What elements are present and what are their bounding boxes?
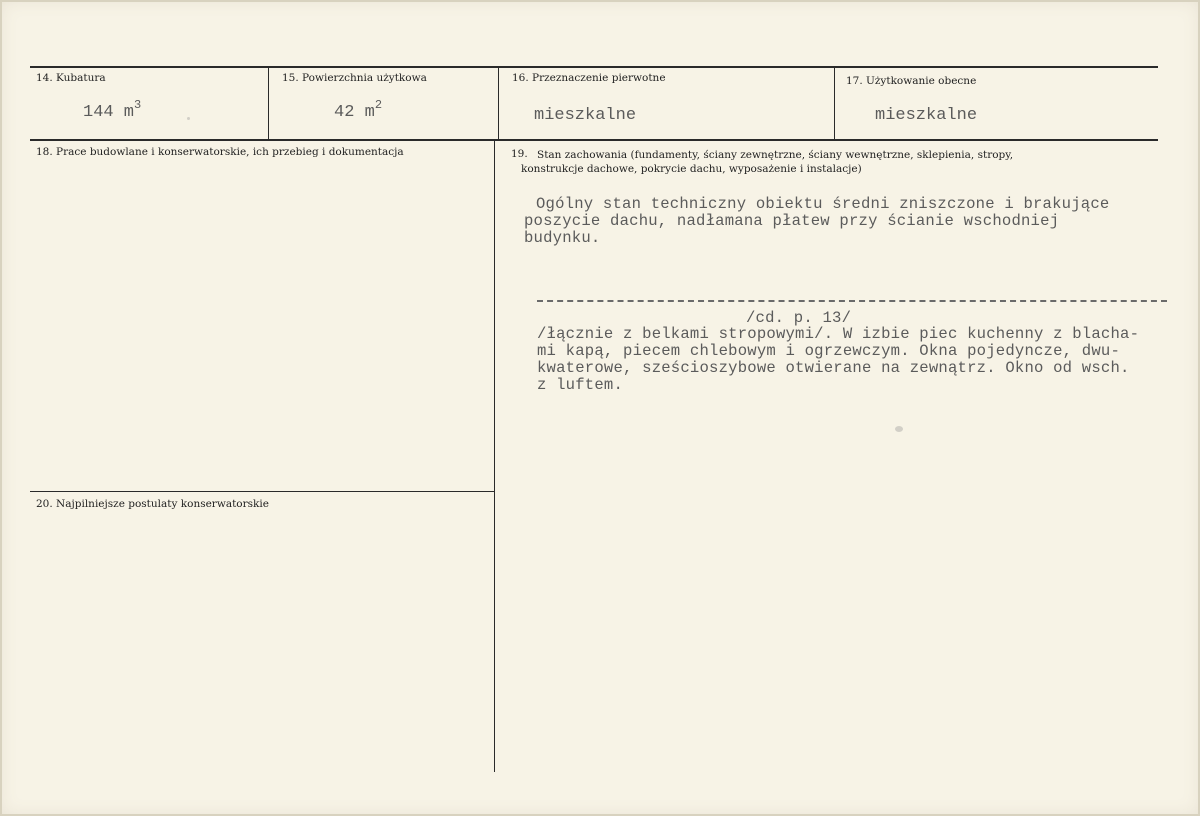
ink-smudge: [895, 426, 903, 432]
stan-zachowania-label-line2: konstrukcje dachowe, pokrycie dachu, wyposażenie i instalacje): [521, 163, 862, 175]
stan-zachowania-number: 19.: [511, 148, 528, 160]
kubatura-label: 14. Kubatura: [36, 72, 106, 84]
dashed-separator: [537, 300, 1167, 302]
przeznaczenie-value: mieszkalne: [534, 106, 637, 125]
divider-14-15: [268, 67, 269, 139]
continuation-line2: mi kapą, piecem chlebowym i ogrzewczym. Okna pojedyncze, dwu-: [537, 342, 1121, 360]
prace-budowlane-label: 18. Prace budowlane i konserwatorskie, ich przebieg i dokumentacja: [36, 146, 404, 158]
postulaty-label: 20. Najpilniejsze postulaty konserwatorskie: [36, 498, 269, 510]
continuation-line3: kwaterowe, sześcioszybowe otwierane na zewnątrz. Okno od wsch.: [537, 359, 1130, 377]
top-border-line: [30, 66, 1158, 68]
continuation-reference: /cd. p. 13/: [746, 309, 852, 327]
uzytkowanie-value: mieszkalne: [875, 106, 978, 125]
kubatura-value: 144 $m^3$: [83, 98, 142, 122]
uzytkowanie-label: 17. Użytkowanie obecne: [846, 75, 977, 87]
stan-zachowania-text-line1: Ogólny stan techniczny obiektu średni zniszczone i brakujące: [536, 195, 1110, 213]
continuation-line1: /łącznie z belkami stropowymi/. W izbie piec kuchenny z blacha-: [537, 325, 1140, 343]
divider-16-17: [834, 67, 835, 139]
przeznaczenie-label: 16. Przeznaczenie pierwotne: [512, 72, 666, 84]
powierzchnia-label: 15. Powierzchnia użytkowa: [282, 72, 427, 84]
row1-bottom-line: [30, 139, 1158, 141]
stan-zachowania-text-line2: poszycie dachu, nadłamana płatew przy ścianie wschodniej: [524, 212, 1060, 230]
divider-15-16: [498, 67, 499, 139]
main-column-divider: [494, 140, 495, 772]
stan-zachowania-text-line3: budynku.: [524, 229, 601, 247]
ink-dot: [187, 117, 190, 120]
powierzchnia-value: 42 $m^2$: [334, 98, 383, 122]
section20-top-line: [30, 491, 495, 492]
stan-zachowania-label-line1: Stan zachowania (fundamenty, ściany zewnętrzne, ściany wewnętrzne, sklepienia, stropy,: [537, 149, 1014, 161]
continuation-line4: z luftem.: [537, 376, 624, 394]
